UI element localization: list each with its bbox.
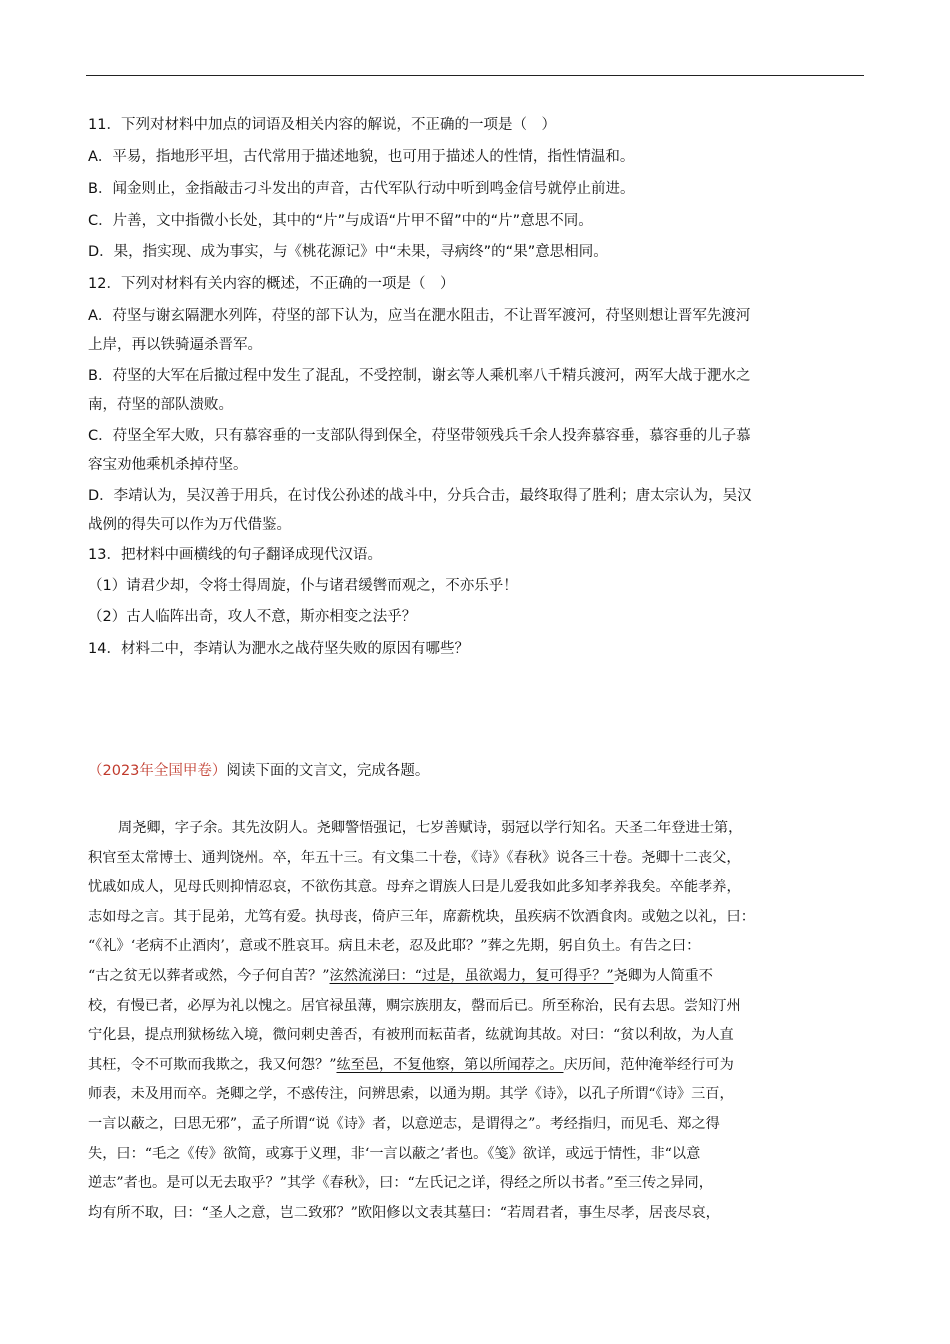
passage-line [88, 1169, 860, 1199]
header-rule [86, 75, 864, 76]
q13-sentence-2: （2）古人临阵出奇，攻人不意，斯亦相变之法乎？ [88, 609, 417, 625]
passage-line [88, 1051, 860, 1081]
text-span: ，虽疾病不饮酒食肉。或勉之以礼，曰： [499, 908, 755, 925]
q13-sentence-1: （1）请君少却，令将士得周旋，仆与诸君缓辔而观之，不亦乐乎！ [88, 578, 518, 594]
passage-line: 校，有慢已者，必厚为礼以愧之。居官禄虽薄，赒宗族朋友，罄而后已。所至称治，民有去思。尝知汀州 [88, 997, 741, 1014]
q12-option-c-line2: 容宝劝他乘机杀掉苻坚。 [88, 457, 248, 473]
q12-option-a-line1: A．苻坚与谢玄隔淝水列阵，苻坚的部下认为，应当在淝水阻击，不让晋军渡河，苻坚则想让晋军先渡河 [88, 308, 751, 324]
passage-heading [88, 757, 858, 786]
passage-line: “《礼》‘老病不止酒肉’，意或不胜哀耳。病且未老，忍及此耶？”葬之先期，躬自负土。有告之曰： [88, 938, 701, 955]
q11-stem: 11．下列对材料中加点的词语及相关内容的解说，不正确的一项是（ ） [88, 117, 556, 133]
dotted-char: 席 [442, 908, 457, 925]
q12-option-b-line1: B．苻坚的大军在后撤过程中发生了混乱，不受控制，谢玄等人乘机率八千精兵渡河，两军大战于淝水之 [88, 368, 751, 384]
q14-stem: 14．材料二中，李靖认为淝水之战苻坚失败的原因有哪些？ [88, 641, 469, 657]
underlined-sentence: 纮至邑，不复他察，第以所闻荐之。 [336, 1056, 564, 1073]
q12-stem: 12．下列对材料有关内容的概述，不正确的一项是（ ） [88, 276, 455, 292]
dotted-char: 怨 [300, 1056, 316, 1073]
classical-passage [88, 814, 860, 1228]
dotted-char: 块 [485, 908, 500, 925]
passage-line: 均有所不取，曰：“圣人之意，岂二致邪？”欧阳修以文表其墓曰：“若周君者，事生尽孝，居丧尽哀， [88, 1204, 720, 1221]
dotted-char: 薪 [456, 908, 472, 925]
dotted-char: 逆 [88, 1175, 103, 1192]
text-span: “古之贫无以葬者或然，今子何自苦？” [88, 967, 330, 984]
text-span: 其枉，令不可欺而我欺之，我又何 [88, 1056, 301, 1073]
passage-line [88, 962, 860, 992]
passage-source: （2023年全国甲卷） [88, 763, 227, 779]
passage-line [88, 903, 860, 933]
text-span: ？” [315, 1056, 337, 1073]
passage-line: 忧戚如成人，见母氏则抑情忍哀，不欲伤其意。母弃之谓族人曰是儿爱我如此多知孝养我矣。卒能孝养， [88, 879, 741, 896]
q13-stem: 13．把材料中画横线的句子翻译成现代汉语。 [88, 547, 382, 563]
passage-line: 失，曰：“毛之《传》欲简，或寡于义理，非‘一言以蔽之’者也。《笺》欲详，或远于情性，非“以意 [88, 1145, 701, 1162]
dotted-char: 枕 [471, 908, 486, 925]
q12-option-d-line1: D．李靖认为，吴汉善于用兵，在讨伐公孙述的战斗中，分兵合击，最终取得了胜利；唐太宗认为，吴汉 [88, 488, 752, 504]
passage-line: 一言以蔽之，曰思无邪”，孟子所谓“说《诗》者，以意逆志，是谓得之”。考经指归，而见毛、郑之得 [88, 1115, 720, 1132]
text-span: 庆历间，范仲淹举经行可为 [563, 1056, 734, 1073]
q12-option-b-line2: 南，苻坚的部队溃败。 [88, 397, 233, 413]
text-span: 尧卿为人简重不 [613, 967, 713, 984]
q11-option-b: B．闻金则止，金指敲击刁斗发出的声音，古代军队行动中听到鸣金信号就停止前进。 [88, 181, 635, 197]
q11-option-a: A．平易，指地形平坦，古代常用于描述地貌，也可用于描述人的性情，指性情温和。 [88, 149, 635, 165]
q12-option-c-line1: C．苻坚全军大败，只有慕容垂的一支部队得到保全，苻坚带领残兵千余人投奔慕容垂，慕容垂的儿子慕 [88, 428, 751, 444]
passage-line: 积官至太常博士、通判饶州。卒，年五十三。有文集二十卷，《诗》《春秋》说各三十卷。尧卿十二丧父， [88, 849, 741, 866]
passage-intro: 阅读下面的文言文，完成各题。 [226, 763, 430, 779]
q11-option-c: C．片善，文中指微小长处，其中的“片”与成语“片甲不留”中的“片”意思不同。 [88, 213, 593, 229]
q11-option-d: D．果，指实现、成为事实，与《桃花源记》中“未果，寻病终”的“果”意思相同。 [88, 244, 608, 260]
text-span: 志”者也。是可以无去取乎？”其学《春秋》，曰：“左氏记之详，得经之所以书者。”至三传之异同， [102, 1175, 713, 1192]
passage-line: 师表，未及用而卒。尧卿之学，不惑传注，问辨思索，以通为期。其学《诗》，以孔子所谓“《诗》三百， [88, 1086, 734, 1103]
underlined-sentence: 泫然流涕曰：“过是，虽欲竭力，复可得乎？” [329, 967, 614, 984]
q12-option-a-line2: 上岸，再以铁骑逼杀晋军。 [88, 337, 262, 353]
text-span: 志如母之言。其于昆弟，尤笃有爱。执母丧，倚庐三年， [88, 908, 443, 925]
q12-option-d-line2: 战例的得失可以作为万代借鉴。 [88, 517, 291, 533]
passage-line: 宁化县，提点刑狱杨纮入境，微问刺史善否，有被刑而耘苗者，纮就询其故。对曰：“贫以利故，为人直 [88, 1027, 734, 1044]
passage-line: 周尧卿，字子余。其先汝阴人。尧卿警悟强记，七岁善赋诗，弱冠以学行知名。天圣二年登进士第， [118, 820, 743, 836]
